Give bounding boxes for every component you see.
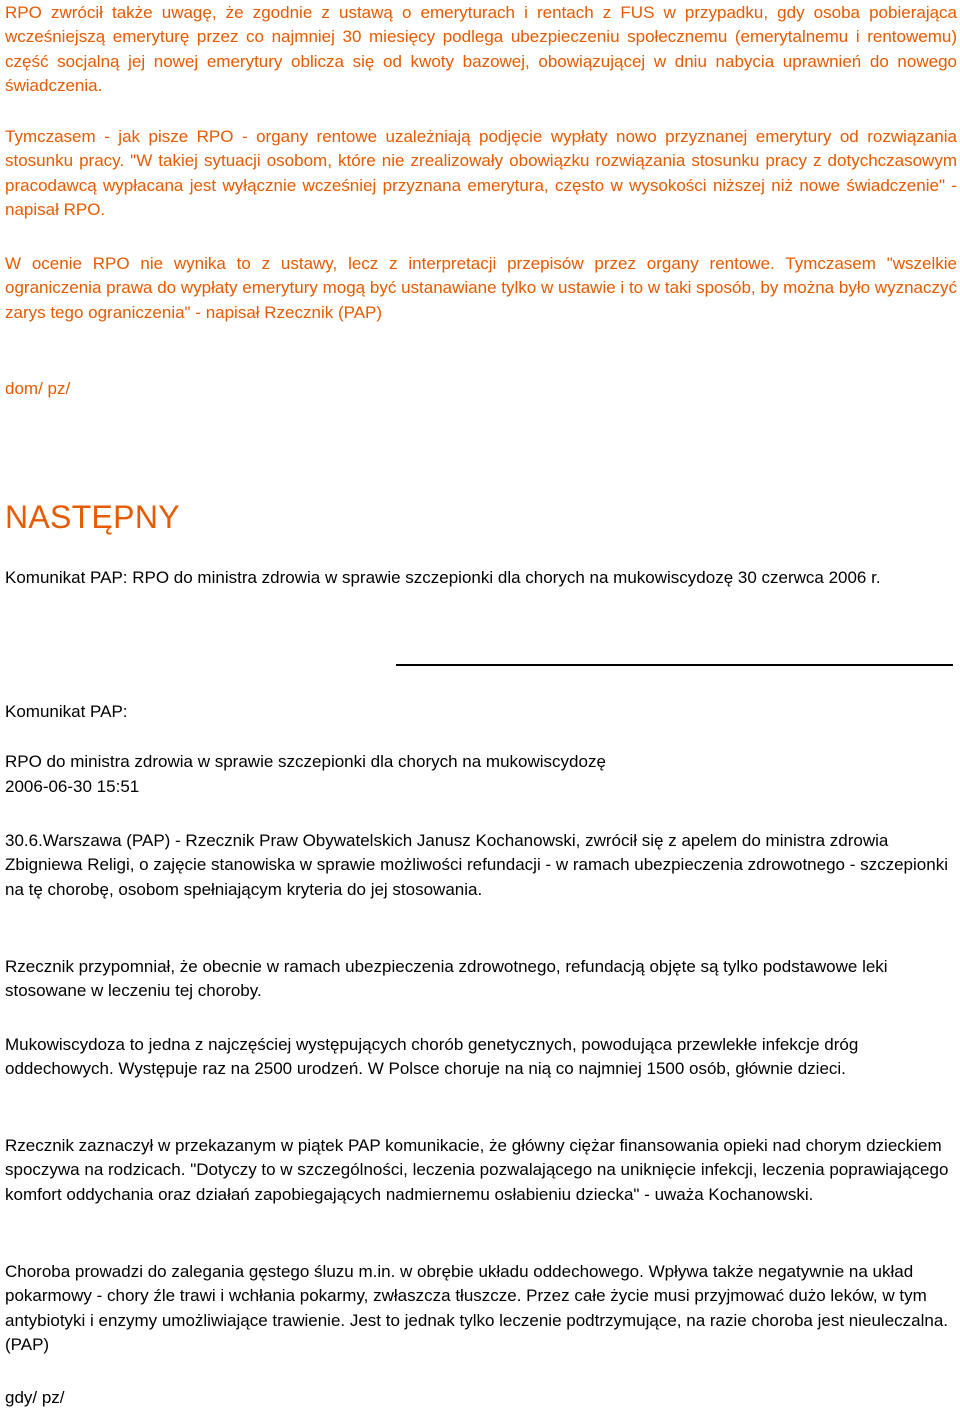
article-paragraph-1: 30.6.Warszawa (PAP) - Rzecznik Praw Obywatelskich Janusz Kochanowski, zwrócił się z apelem do ministra zdrowia Zbigniewa Religi, o zajęcie stanowiska w sprawie możliwości refundacji - w ramach ubezpieczenia zdrowotnego - szczepionki na tę chorobę, osobom spełniającym kryteria do jej stosowania.: [5, 831, 948, 899]
article-signature: gdy/ pz/: [5, 1388, 65, 1407]
section-divider: [396, 664, 953, 666]
article-datetime: 2006-06-30 15:51: [5, 777, 140, 796]
intro-paragraph-3: W ocenie RPO nie wynika to z ustawy, lecz z interpretacji przepisów przez organy rentowe. Tymczasem "wszelkie ograniczenia prawa do wypłaty emerytury mogą być ustanawiane tylko w ustawie i to w taki sposób, by można było wyznaczyć zarys tego ograniczenia" - napisał Rzecznik (PAP): [5, 254, 957, 322]
intro-paragraph-2: Tymczasem - jak pisze RPO - organy rentowe uzależniają podjęcie wypłaty nowo przyznanej emerytury od rozwiązania stosunku pracy. "W takiej sytuacji osobom, które nie zrealizowały obowiązku rozwiązania stosunku pracy z dotychczasowym pracodawcą wypłacana jest wyłącznie wcześniej przyznana emerytura, często w wysokości niższej niż nowe świadczenie" - napisał RPO.: [5, 127, 957, 220]
article-title: RPO do ministra zdrowia w sprawie szczepionki dla chorych na mukowiscydozę: [5, 752, 606, 771]
article-paragraph-3: Mukowiscydoza to jedna z najczęściej występujących chorób genetycznych, powodująca przewlekłe infekcje dróg oddechowych. Występuje raz na 2500 urodzeń. W Polsce choruje na nią co najmniej 1500 osób, głównie dzieci.: [5, 1035, 859, 1079]
intro-paragraph-1: RPO zwrócił także uwagę, że zgodnie z ustawą o emeryturach i rentach z FUS w przypadku, gdy osoba pobierająca wcześniejszą emeryturę przez co najmniej 30 miesięcy podlega ubezpieczeniu społecznemu (emerytalnemu i rentowemu) część socjalną jej nowej emerytury oblicza się od kwoty bazowej, obowiązującej w dniu nabycia uprawnień do nowego świadczenia.: [5, 3, 957, 96]
article-paragraph-2: Rzecznik przypomniał, że obecnie w ramach ubezpieczenia zdrowotnego, refundacją objęte są tylko podstawowe leki stosowane w leczeniu tej choroby.: [5, 957, 888, 1001]
next-article-link[interactable]: Komunikat PAP: RPO do ministra zdrowia w sprawie szczepionki dla chorych na mukowiscydozę 30 czerwca 2006 r.: [5, 568, 881, 587]
article-paragraph-5: Choroba prowadzi do zalegania gęstego śluzu m.in. w obrębie układu oddechowego. Wpływa także negatywnie na układ pokarmowy - chory źle trawi i wchłania pokarmy, zwłaszcza tłuszcze. Przez całe życie musi przyjmować dużo leków, w tym antybiotyki i enzymy umożliwiające trawienie. Jest to jednak tylko leczenie podtrzymujące, na razie choroba jest nieuleczalna.(PAP): [5, 1262, 949, 1355]
intro-signature: dom/ pz/: [5, 379, 71, 398]
next-article-heading[interactable]: NASTĘPNY: [5, 499, 180, 535]
communique-label: Komunikat PAP:: [5, 702, 128, 721]
article-paragraph-4: Rzecznik zaznaczył w przekazanym w piątek PAP komunikacie, że główny ciężar finansowania opieki nad chorym dzieckiem spoczywa na rodzicach. "Dotyczy to w szczególności, leczenia pozwalającego na uniknięcie infekcji, leczenia poprawiającego komfort oddychania oraz działań zapobiegających nadmiernemu osłabieniu dziecka" - uważa Kochanowski.: [5, 1136, 949, 1204]
